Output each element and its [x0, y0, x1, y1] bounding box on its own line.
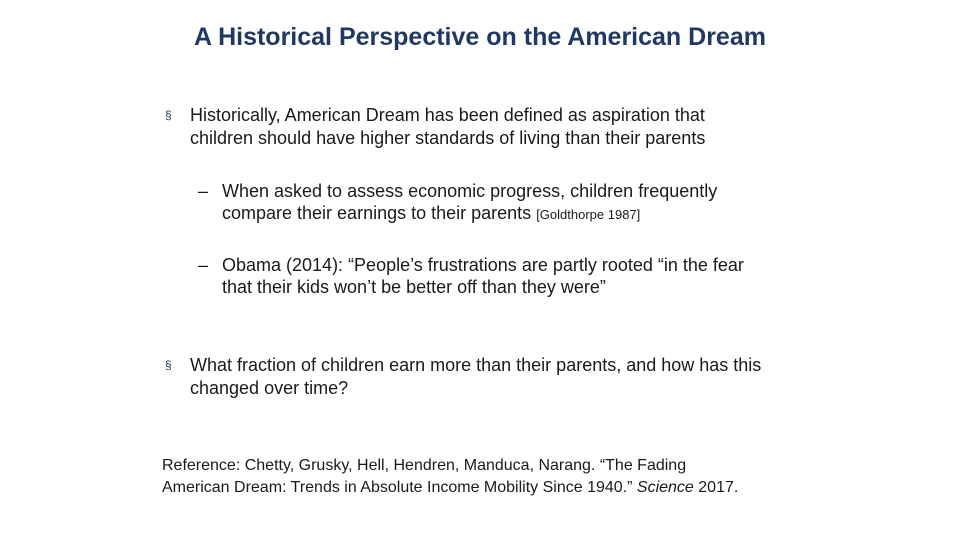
sub-bullet-line: compare their earnings to their parents [222, 203, 532, 223]
sub-bullet-line: When asked to assess economic progress, children frequently [222, 181, 718, 201]
dash-bullet-icon: – [198, 181, 209, 201]
sub-bullet-text [198, 254, 858, 298]
sub-bullet-line: Obama (2014): “People’s frustrations are partly rooted “in the fear [222, 255, 744, 275]
citation: [Goldthorpe 1987] [536, 207, 641, 222]
bullet-historical-definition [163, 104, 863, 150]
slide-title: A Historical Perspective on the American Dream [194, 23, 766, 51]
bullet-line: What fraction of children earn more than their parents, and how has this [190, 355, 762, 375]
bullet-text [163, 104, 863, 150]
bullet-line: Historically, American Dream has been defined as aspiration that [190, 105, 705, 125]
bullet-text [163, 354, 863, 400]
bullet-research-question [163, 354, 863, 400]
sub-bullet-economic-progress [198, 180, 858, 226]
sub-bullet-obama-quote [198, 254, 858, 298]
square-bullet-icon: § [165, 108, 172, 122]
reference-year: 2017. [698, 479, 739, 496]
square-bullet-icon: § [165, 358, 172, 372]
dash-bullet-icon: – [198, 255, 209, 275]
reference-line: Reference: Chetty, Grusky, Hell, Hendren, Manduca, Narang. “The Fading [162, 457, 687, 474]
reference-note [162, 455, 862, 499]
reference-line: American Dream: Trends in Absolute Income Mobility Since 1940.” [162, 479, 633, 496]
bullet-line: changed over time? [190, 378, 349, 398]
bullet-line: children should have higher standards of living than their parents [190, 128, 706, 148]
journal-name: Science [636, 479, 694, 496]
sub-bullet-line: that their kids won’t be better off than they were” [222, 277, 606, 297]
sub-bullet-text [198, 180, 858, 226]
